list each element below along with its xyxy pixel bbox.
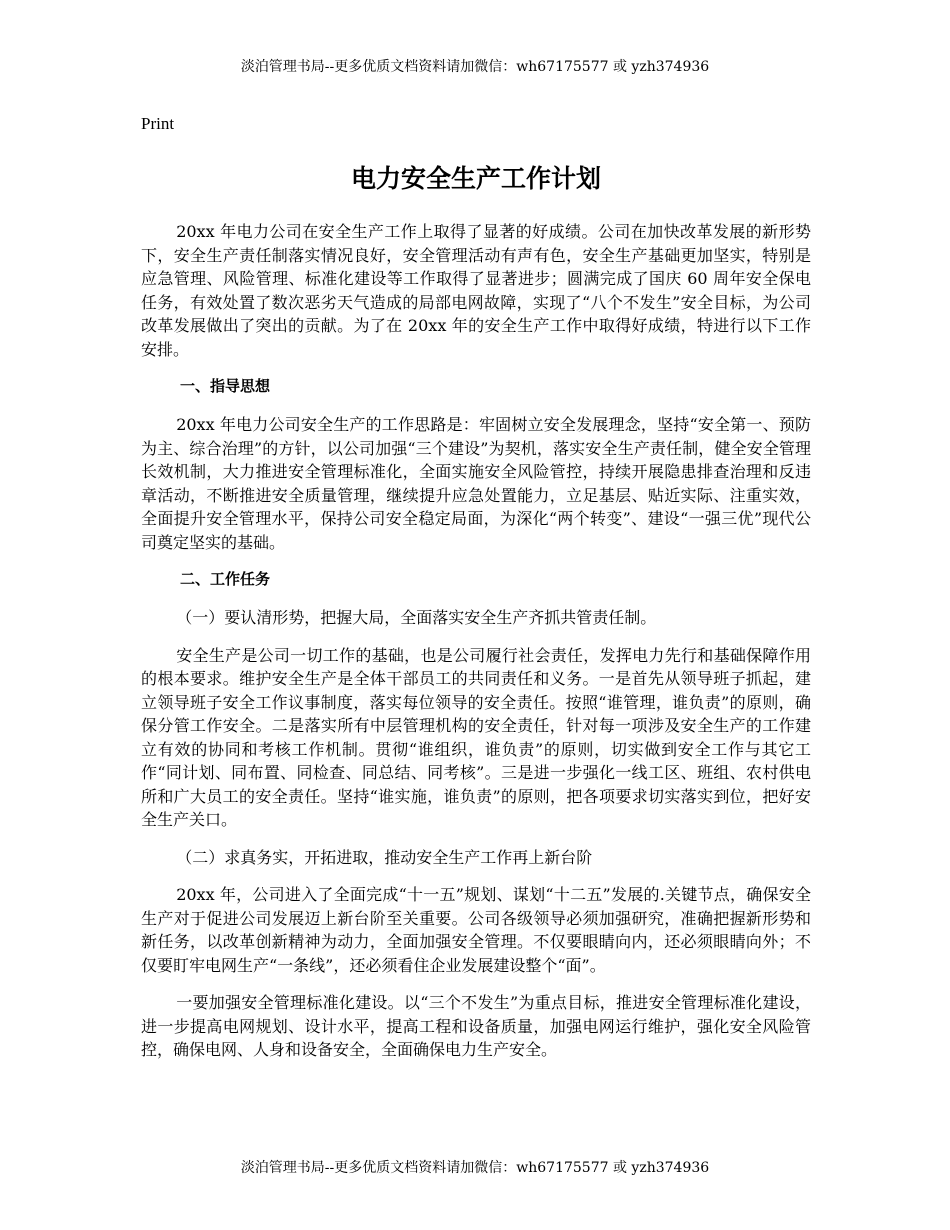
section-heading-guiding-ideology: 一、指导思想 [180, 377, 271, 395]
document-body [141, 112, 811, 1076]
page-header: 淡泊管理书局--更多优质文档资料请加微信：wh67175577 或 yzh374936 [240, 59, 710, 75]
subheading-task-2: （二）求真务实，开拓进取，推动安全生产工作再上新台阶 [176, 847, 593, 867]
section-heading-work-tasks: 二、工作任务 [180, 570, 271, 588]
page-footer: 淡泊管理书局--更多优质文档资料请加微信：wh67175577 或 yzh374936 [240, 1160, 710, 1176]
intro-paragraph: 20xx 年电力公司在安全生产工作上取得了显著的好成绩。公司在加快改革发展的新形势下，安全生产责任制落实情况良好，安全管理活动有声有色，安全生产基础更加坚实，特别是应急管理、风险管理、标准化建设等工作取得了显著进步；圆满完成了国庆 60 周年安全保电任务，有效处置了数次恶劣天气造成的局部电网故障，实现了“八个不发生”安全目标，为公司改革发展做出了突出的贡献。为了在 20xx 年的安全生产工作中取得好成绩，特进行以下工作安排。 [141, 222, 811, 359]
document-title: 电力安全生产工作计划 [350, 164, 601, 193]
subheading-task-1: （一）要认清形势，把握大局，全面落实安全生产齐抓共管责任制。 [176, 608, 657, 627]
task-2-paragraph: 20xx 年，公司进入了全面完成“十一五”规划、谋划“十二五”发展的.关键节点，确保安全生产对于促进公司发展迈上新台阶至关重要。公司各级领导必须加强研究，准确把握新形势和新任务，以改革创新精神为动力，全面加强安全管理。不仅要眼睛向内，还必须眼睛向外；不仅要盯牢电网生产“一条线”，还必须看住企业发展建设整个“面”。 [141, 885, 811, 975]
task-1-paragraph: 安全生产是公司一切工作的基础，也是公司履行社会责任，发挥电力先行和基础保障作用的根本要求。维护安全生产是全体干部员工的共同责任和义务。一是首先从领导班子抓起，建立领导班子安全工作议事制度，落实每位领导的安全责任。按照“谁管理，谁负责”的原则，确保分管工作安全。二是落实所有中层管理机构的安全责任，针对每一项涉及安全生产的工作建立有效的协同和考核工作机制。贯彻“谁组织，谁负责”的原则，切实做到安全工作与其它工作“同计划、同布置、同检查、同总结、同考核”。三是进一步强化一线工区、班组、农村供电所和广大员工的安全责任。坚持“谁实施，谁负责”的原则，把各项要求切实落实到位，把好安全生产关口。 [141, 645, 811, 829]
guiding-ideology-paragraph: 20xx 年电力公司安全生产的工作思路是：牢固树立安全发展理念，坚持“安全第一、预防为主、综合治理”的方针，以公司加强“三个建设”为契机，落实安全生产责任制，健全安全管理长效机制，大力推进安全管理标准化，全面实施安全风险管控，持续开展隐患排查治理和反违章活动，不断推进安全质量管理，继续提升应急处置能力，立足基层、贴近实际、注重实效，全面提升安全管理水平，保持公司安全稳定局面，为深化“两个转变”、建设“一强三优”现代公司奠定坚实的基础。 [141, 415, 811, 552]
task-2-point-1-paragraph: 一要加强安全管理标准化建设。以“三个不发生”为重点目标，推进安全管理标准化建设，进一步提高电网规划、设计水平，提高工程和设备质量，加强电网运行维护，强化安全风险管控，确保电网、人身和设备安全，全面确保电力生产安全。 [141, 993, 811, 1059]
print-label: Print [141, 114, 175, 133]
